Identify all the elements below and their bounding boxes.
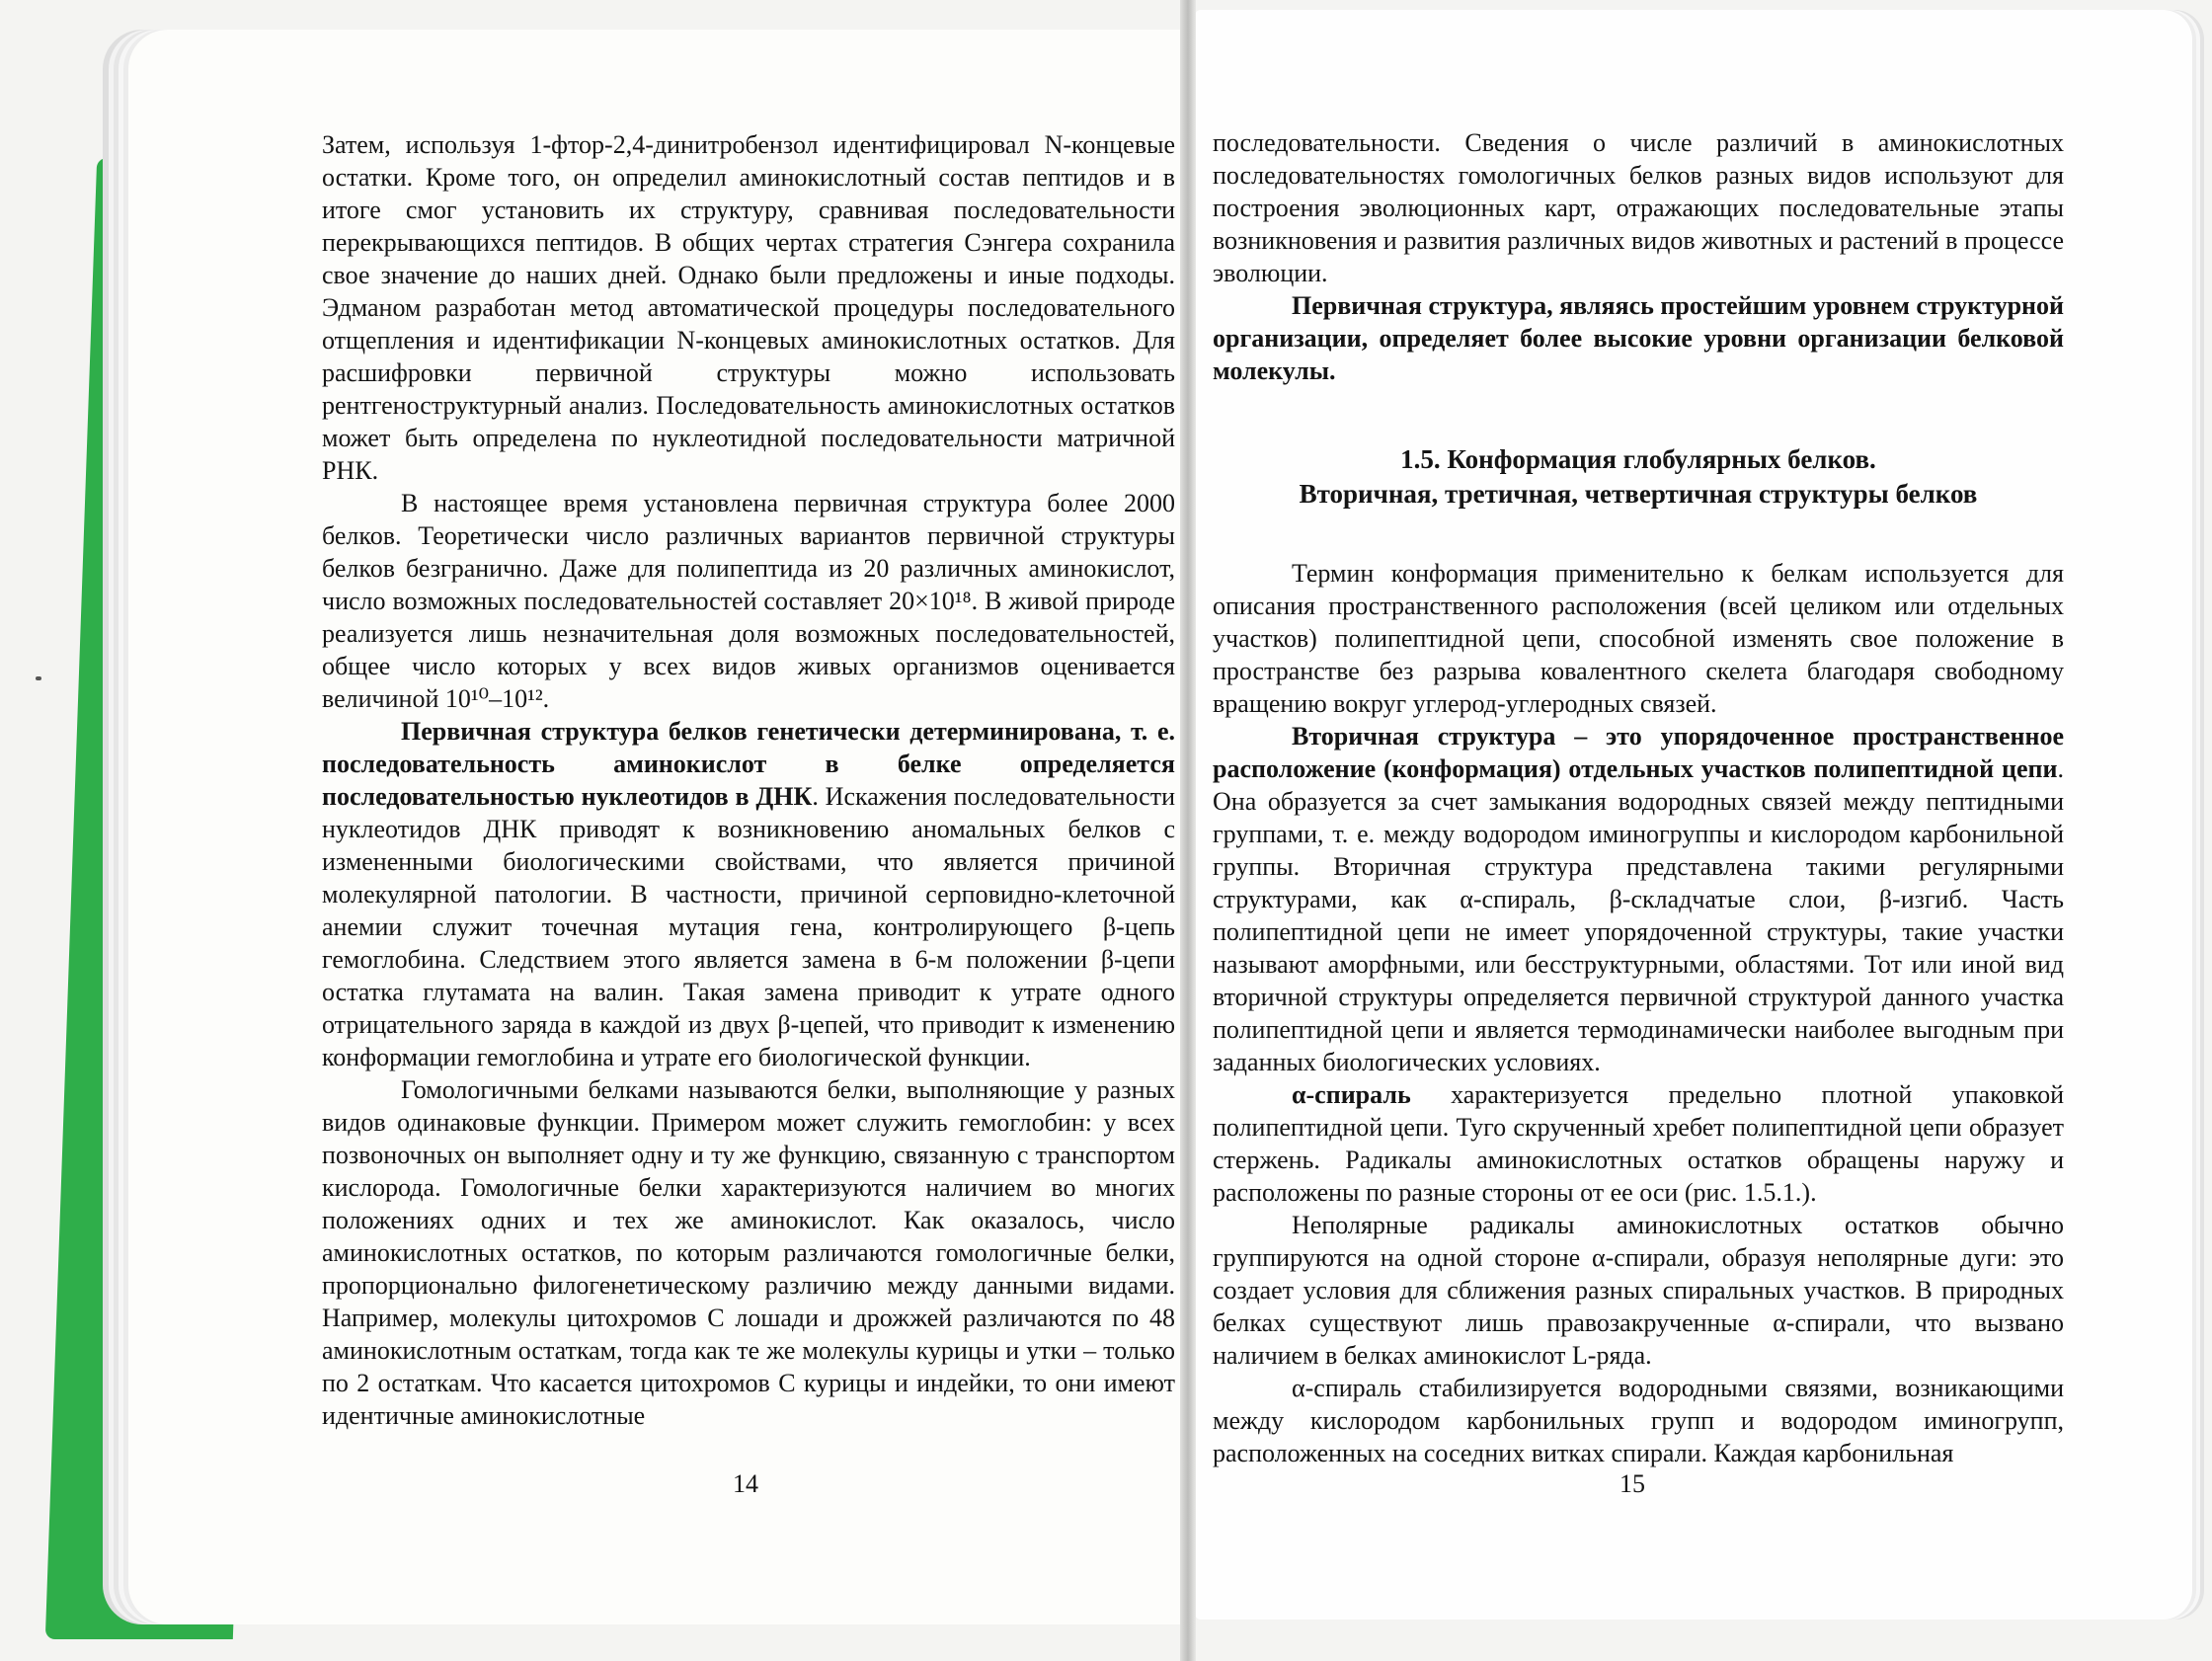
paragraph-evolution-maps: последовательности. Сведения о числе различий в аминокислотных последовательностях гомологичных белков разных видов используют для построения эволюционных карт, отражающих последовательные этапы возникновения и развития различных видов животных и растений в процессе эволюции. [1213,128,2064,287]
section-heading-line-2: Вторичная, третичная, четвертичная структуры белков [1299,479,1978,509]
genetic-rest-text: . Искажения последовательности нуклеотидов ДНК приводят к возникновению аномальных белков с измененными биологическими свойствами, что является причиной молекулярной патологии. В частности, причиной серповидно-клеточной анемии служит точечная мутация гена, контролирующего β-цепь гемоглобина. Следствием этого является замена в 6-м положении β-цепи остатка глутамата на валин. Такая замена приводит к утрате одного отрицательного заряда в каждой из двух β-цепей, что приводит к изменению конформации гемоглобина и утрате его биологической функции. [322,782,1175,1071]
paragraph-primary-summary [1213,289,2064,387]
page-number-left: 14 [733,1469,758,1498]
paragraph-nonpolar-radicals: Неполярные радикалы аминокислотных остатков обычно группируются на одной стороне α-спирали, образуя неполярные дуги: это создает условия для сближения разных спиральных участков. В природных белках существуют лишь правозакрученные α-спирали, что вызвано наличием в белках аминокислот L-ряда. [1213,1211,2064,1370]
paragraph-primary-structure-count: В настоящее время установлена первичная структура более 2000 белков. Теоретически число различных вариантов первичной структуры белков безгранично. Даже для полипептида из 20 различных аминокислот, число возможных последовательностей составляет 20×10¹⁸. В живой природе реализуется лишь незначительная доля возможных последовательностей, общее число которых у всех видов живых организмов оценивается величиной 10¹⁰–10¹². [322,489,1175,713]
paragraph-alpha-helix [1213,1078,2064,1209]
genetic-bold-statement: Первичная структура белков генетически детерминирована, т. е. последовательность аминокислот в белке определяется последовательностью нуклеотидов в ДНК [322,717,1175,811]
dust-speck [36,676,41,680]
paragraph-helix-stabilization: α-спираль стабилизируется водородными связями, возникающими между кислородом карбонильных групп и водородом иминогрупп, расположенных на соседних витках спирали. Каждая карбонильная [1213,1374,2064,1467]
paragraph-genetic-determination [322,715,1175,1073]
left-page-text [322,128,1175,1432]
right-page-text [1213,126,2064,1469]
paragraph-homologous-proteins: Гомологичными белками называются белки, выполняющие у разных видов одинаковые функции. Примером может служить гемоглобин: у всех позвоночных он выполняет одну и ту же функцию, связанную с транспортом кислорода. Гомологичные белки характеризуются наличием во многих положениях одних и тех же аминокислот. Как оказалось, число аминокислотных остатков, по которым различаются гомологичные белки, пропорционально филогенетическому различию между данными видами. Например, молекулы цитохромов С лошади и дрожжей различаются по 48 аминокислотным остаткам, тогда как те же молекулы курицы и утки – только по 2 остаткам. Что касается цитохромов С курицы и индейки, то они имеют идентичные аминокислотные [322,1075,1175,1430]
page-number-right: 15 [1620,1469,1645,1498]
alpha-helix-rest: характеризуется предельно плотной упаковкой полипептидной цепи. Туго скрученный хребет полипептидной цепи образует стержень. Радикалы аминокислотных остатков обращены наружу и расположены по разные стороны от ее оси (рис. 1.5.1.). [1213,1080,2064,1207]
primary-summary-bold: Первичная структура, являясь простейшим уровнем структурной организации, определяет более высокие уровни организации белковой молекулы. [1213,291,2064,385]
section-heading-line-1: 1.5. Конформация глобулярных белков. [1400,444,1876,474]
paragraph-secondary-structure [1213,720,2064,1078]
book-gutter [1180,0,1196,1661]
paragraph-conformation-term: Термин конформация применительно к белкам используется для описания пространственного расположения (всей целиком или отдельных участков) полипептидной цепи, способной изменять свое положение в пространстве без разрыва ковалентного скелета благодаря свободному вращению вокруг углерод-углеродных связей. [1213,559,2064,718]
paragraph-sanger: Затем, используя 1-фтор-2,4-динитробензол идентифицировал N-концевые остатки. Кроме того, он определил аминокислотный состав пептидов и в итоге смог установить их структуру, сравнивая последовательности перекрывающихся пептидов. В общих чертах стратегия Сэнгера сохранила свое значение до наших дней. Однако были предложены и иные подходы. Эдманом разработан метод автоматической процедуры последовательного отщепления и идентификации N-концевых аминокислотных остатков. Для расшифровки первичной структуры можно использовать рентгеноструктурный анализ. Последовательность аминокислотных остатков может быть определена по нуклеотидной последовательности матричной РНК. [322,130,1175,485]
alpha-helix-bold: α-спираль [1292,1080,1411,1109]
secondary-structure-bold: Вторичная структура – это упорядоченное пространственное расположение (конформация) отдельных участков полипептидной цепи [1213,722,2064,783]
section-heading [1213,442,2064,512]
secondary-structure-rest: . Она образуется за счет замыкания водородных связей между пептидными группами, т. е. между водородом иминогруппы и кислородом карбонильной группы. Вторичная структура представлена такими регулярными структурами, как α-спираль, β-складчатые слои, β-изгиб. Часть полипептидной цепи не имеет упорядоченной структуры, такие участки называют аморфными, или бесструктурными, областями. Тот или иной вид вторичной структуры определяется первичной структурой данного участка полипептидной цепи и является термодинамически наиболее выгодным при заданных биологических условиях. [1213,754,2064,1076]
